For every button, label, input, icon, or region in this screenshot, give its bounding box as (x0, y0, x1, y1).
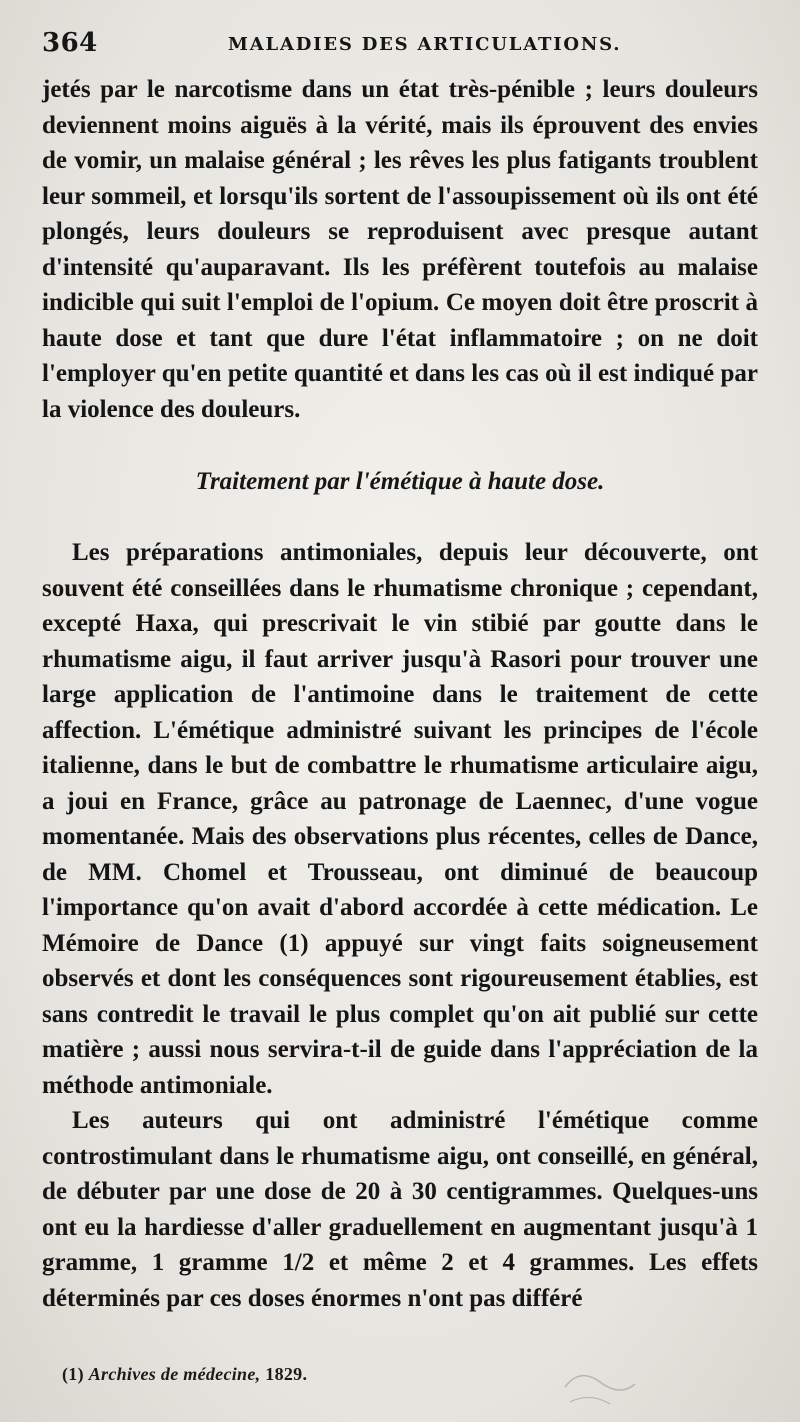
running-head: MALADIES DES ARTICULATIONS. (228, 34, 622, 55)
spacer (42, 427, 758, 464)
page-number: 364 (42, 28, 98, 58)
footnote-marker: (1) (62, 1364, 84, 1384)
footnote-year: 1829. (265, 1364, 308, 1384)
paragraph-dosage: Les auteurs qui ont administré l'émétique comme controstimulant dans le rhumatisme aigu, ont conseillé, en général, de débuter par une dose de 20 à 30 centigrammes. Quelques-uns ont eu la hardiesse d'aller graduellement en augmentant jusqu'à 1 gramme, 1 gramme 1/2 et même 2 et 4 grammes. Les effets déterminés par ces doses énormes n'ont pas différé (42, 1107, 758, 1312)
spacer (42, 499, 758, 535)
paragraph-antimony: Les préparations antimoniales, depuis leur découverte, ont souvent été conseillées dans le rhumatisme chronique ; cependant, excepté Haxa, qui prescrivait le vin stibié par goutte dans le rhumatisme aigu, il faut arriver jusqu'à Rasori pour trouver une large application de l'antimoine dans le traitement de cette affection. L'émétique administré suivant les principes de l'école italienne, dans le but de combattre le rhumatisme articulaire aigu, a joui en France, grâce au patronage de Laennec, d'une vogue momentanée. Mais des observations plus récentes, celles de Dance, de MM. Chomel et Trousseau, ont diminué de beaucoup l'importance qu'on avait d'abord accordée à cette médication. Le Mémoire de Dance (1) appuyé sur vingt faits soigneusement observés et dont les conséquences sont rigoureusement établies, est sans contredit le travail le plus complet qu'on ait publié sur cette matière ; aussi nous servira-t-il de guide dans l'appréciation de la méthode antimoniale. (42, 539, 758, 1099)
footnote-title: Archives de médecine, (88, 1364, 261, 1384)
paragraph-continued: jetés par le narcotisme dans un état très-pénible ; leurs douleurs deviennent moins aiguës à la vérité, mais ils éprouvent des envies de vomir, un malaise général ; les rêves les plus fatigants troublent leur sommeil, et lorsqu'ils sortent de l'assoupissement où ils ont été plongés, leurs douleurs se reproduisent avec presque autant d'intensité qu'auparavant. Ils les préfèrent toutefois au malaise indicible qui suit l'emploi de l'opium. Ce moyen doit être proscrit à haute dose et tant que dure l'état inflammatoire ; on ne doit l'employer qu'en petite quantité et dans les cas où il est indiqué par la violence des douleurs. (42, 76, 758, 423)
section-heading: Traitement par l'émétique à haute dose. (195, 468, 605, 495)
page-header (42, 28, 762, 62)
library-stamp-mark (560, 1362, 640, 1412)
body-text (42, 72, 758, 1316)
footnote (62, 1364, 307, 1385)
